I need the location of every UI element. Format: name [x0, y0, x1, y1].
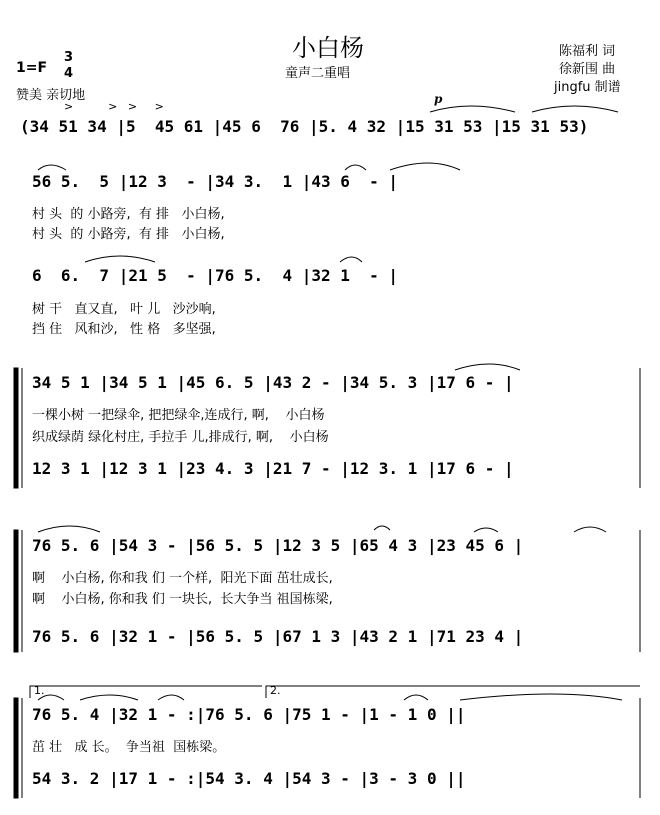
chorus2-bracket: [14, 530, 18, 652]
volta-first: [30, 686, 262, 698]
intro-accents: > > > >: [64, 100, 164, 113]
verse2-notes: 6 6. 7 |21 5 - |76 5. 4 |32 1 - |: [32, 266, 399, 285]
chorus2-lyric2: 啊 小白杨, 你和我 们 一块长, 长大争当 祖国栋梁,: [32, 592, 333, 607]
verse1-notes: 56 5. 5 |12 3 - |34 3. 1 |43 6 - |: [32, 172, 399, 191]
intro-dynamic: p: [434, 92, 443, 106]
chorus2-lyric1: 啊 小白杨, 你和我 们 一个样, 阳光下面 茁壮成长,: [32, 571, 333, 586]
coda-lyric: 茁 壮 成 长。 争当祖 国栋梁。: [32, 740, 226, 755]
verse1-lyric1: 村 头 的 小路旁, 有 排 小白杨,: [32, 207, 225, 222]
engraver-credit: jingfu 制谱: [554, 80, 621, 95]
volta-first-label: 1.: [34, 684, 45, 697]
verse1-lyric2: 村 头 的 小路旁, 有 排 小白杨,: [32, 227, 225, 242]
time-signature-top: 3: [64, 50, 74, 65]
coda-lower-notes: 54 3. 2 |17 1 - :|54 3. 4 |54 3 - |3 - 3 0 ||: [32, 769, 466, 788]
coda-upper-notes: 76 5. 4 |32 1 - :|76 5. 6 |75 1 - |1 - 1 0 ||: [32, 705, 466, 724]
chorus1-bracket: [14, 368, 18, 488]
chorus1-lyric1: 一棵小树 一把绿伞, 把把绿伞,连成行, 啊, 小白杨: [32, 408, 325, 423]
chorus1-upper-notes: 34 5 1 |34 5 1 |45 6. 5 |43 2 - |34 5. 3 |17 6 - |: [32, 373, 514, 392]
verse2-lyric1: 树 干 直又直, 叶 儿 沙沙响,: [32, 302, 216, 317]
intro-notes: (34 51 34 |5 45 61 |45 6 76 |5. 4 32 |15 31 53 |15 31 53): [20, 117, 589, 136]
chorus1-lyric2: 织成绿荫 绿化村庄, 手拉手 儿,排成行, 啊, 小白杨: [32, 430, 329, 445]
chorus2-lower-notes: 76 5. 6 |32 1 - |56 5. 5 |67 1 3 |43 2 1 |71 23 4 |: [32, 627, 524, 646]
composer-credit: 徐新围 曲: [559, 62, 616, 77]
key-signature: 1=F: [16, 60, 48, 76]
song-title: 小白杨: [292, 34, 364, 62]
coda-bracket: [14, 698, 18, 798]
verse2-lyric2: 挡 住 风和沙, 性 格 多坚强,: [32, 322, 216, 337]
volta-second: [266, 686, 640, 698]
time-signature-bottom: 4: [64, 66, 74, 81]
song-subtitle: 童声二重唱: [285, 66, 351, 81]
tempo-marking: 赞美 亲切地: [16, 88, 86, 103]
lyricist-credit: 陈福利 词: [559, 44, 616, 59]
chorus1-lower-notes: 12 3 1 |12 3 1 |23 4. 3 |21 7 - |12 3. 1 |17 6 - |: [32, 459, 514, 478]
volta-second-label: 2.: [270, 684, 281, 697]
chorus2-upper-notes: 76 5. 6 |54 3 - |56 5. 5 |12 3 5 |65 4 3 |23 45 6 |: [32, 536, 524, 555]
